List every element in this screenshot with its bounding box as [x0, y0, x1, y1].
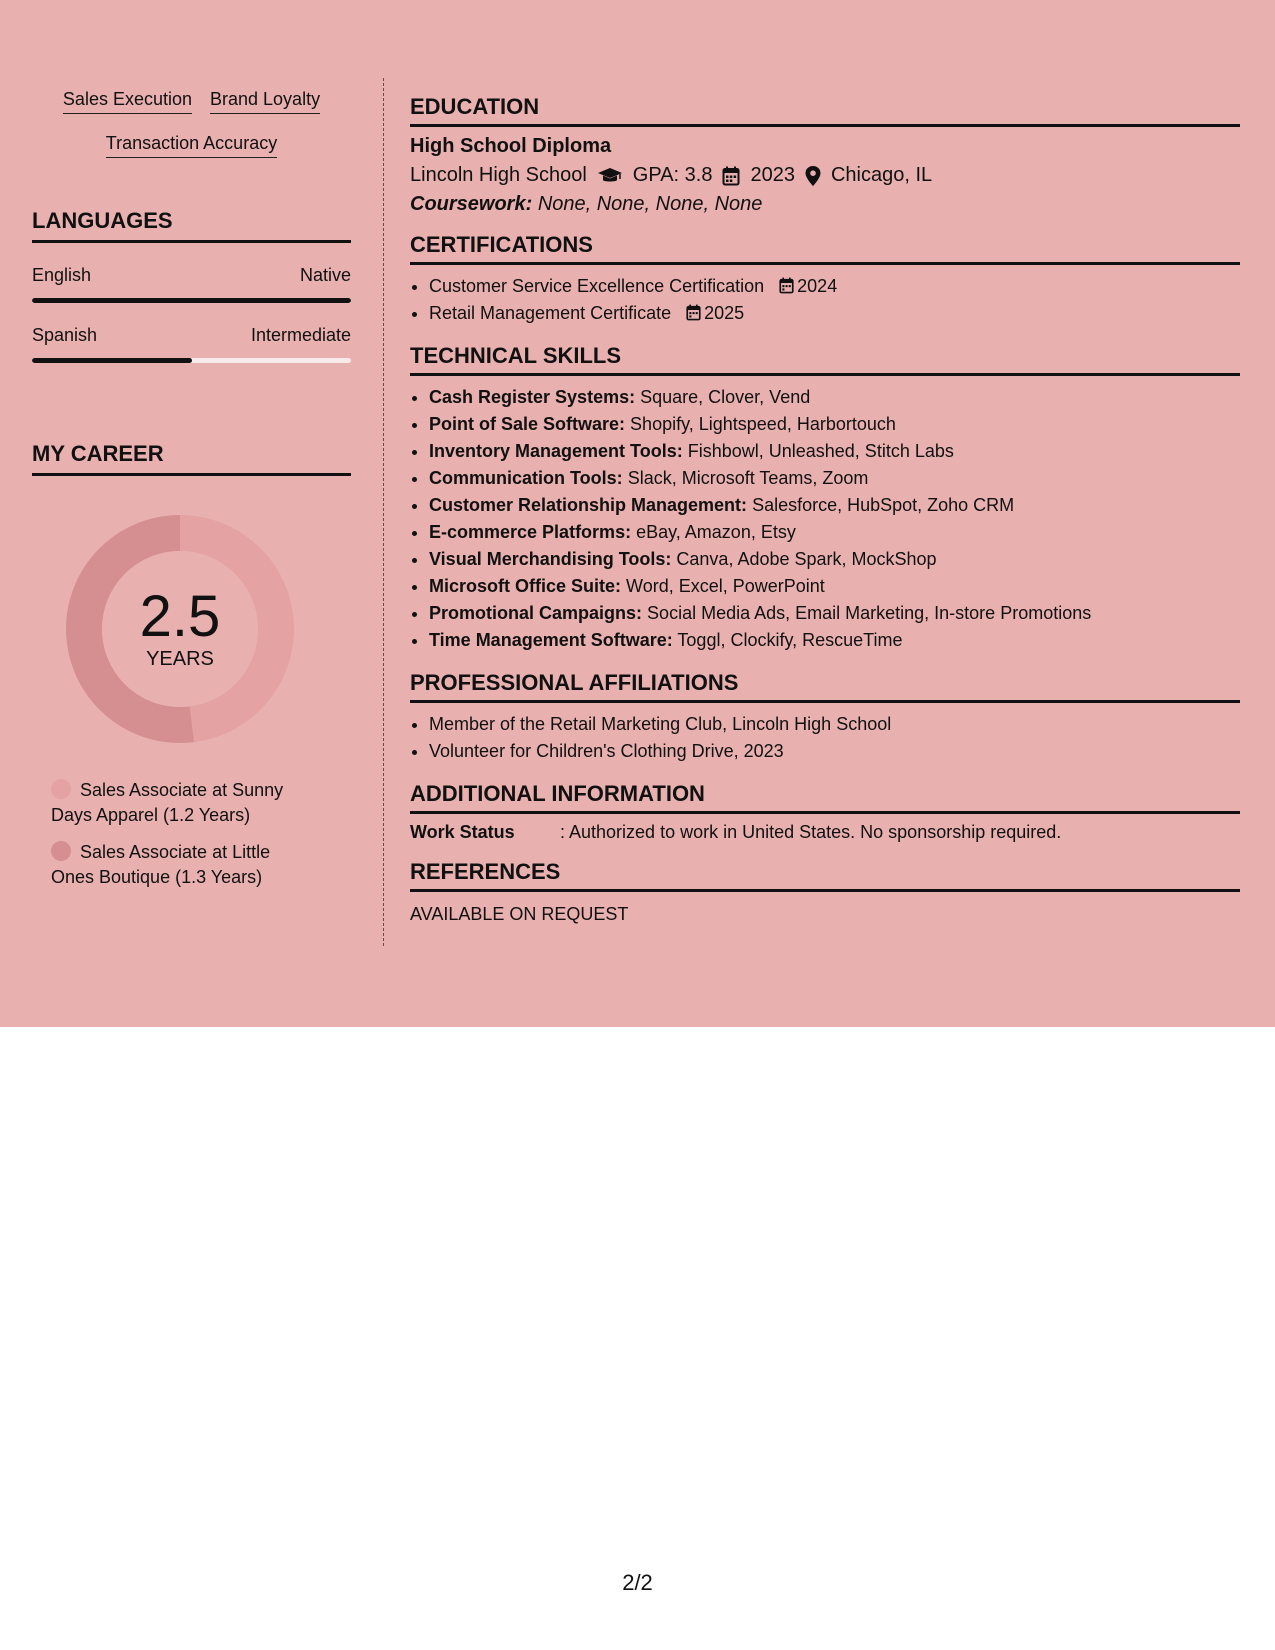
school-name: Lincoln High School: [410, 164, 587, 186]
technical-skills-heading: TECHNICAL SKILLS: [410, 343, 1240, 376]
certifications-heading: CERTIFICATIONS: [410, 232, 1240, 265]
legend-item: [51, 840, 311, 890]
references-heading: REFERENCES: [410, 859, 1240, 892]
references-section: [410, 859, 1240, 925]
graduation-year: 2023: [750, 164, 795, 186]
technical-skill-value: Salesforce, HubSpot, Zoho CRM: [752, 495, 1015, 515]
technical-skill-value: Slack, Microsoft Teams, Zoom: [627, 468, 869, 488]
location-pin-icon: [805, 166, 821, 186]
additional-info-section: [410, 781, 1240, 843]
skill-tag: Sales Execution: [63, 90, 192, 114]
language-level: Native: [299, 265, 351, 285]
affiliations-heading: PROFESSIONAL AFFILIATIONS: [410, 670, 1240, 703]
degree: High School Diploma: [410, 135, 612, 157]
technical-skill-item: [429, 384, 1240, 411]
certifications-section: [410, 232, 1240, 327]
technical-skill-item: [429, 438, 1240, 465]
technical-skill-item: [429, 519, 1240, 546]
calendar-icon: [779, 277, 794, 294]
legend-item: [51, 778, 311, 828]
coursework-value: None, None, None, None: [537, 193, 763, 215]
languages-section: [32, 208, 351, 363]
certification-name: Customer Service Excellence Certification: [429, 276, 765, 296]
page-number: 2/2: [622, 1570, 653, 1595]
gpa: GPA: 3.8: [632, 164, 713, 186]
language-bar: [32, 358, 351, 363]
technical-skill-value: Canva, Adobe Spark, MockShop: [676, 549, 937, 569]
skill-tag-row: [32, 90, 351, 114]
technical-skill-value: Toggl, Clockify, RescueTime: [677, 630, 903, 650]
legend-dot: [51, 779, 71, 799]
career-section: [32, 441, 351, 890]
affiliations-section: [410, 670, 1240, 765]
calendar-icon: [686, 304, 701, 321]
technical-skill-value: eBay, Amazon, Etsy: [636, 522, 796, 542]
coursework: [410, 193, 1240, 216]
language-item: [32, 265, 351, 303]
technical-skill-label: Customer Relationship Management:: [429, 495, 748, 515]
affiliations-list: [410, 711, 1240, 765]
technical-skill-label: Microsoft Office Suite:: [429, 576, 622, 596]
certification-year: 2025: [704, 303, 745, 323]
affiliation-item: • Member of the Retail Marketing Club, Lincoln High School: [429, 711, 1240, 738]
technical-skill-label: Communication Tools:: [429, 468, 623, 488]
column-divider: [383, 78, 384, 946]
coursework-label: Coursework:: [410, 193, 533, 215]
technical-skill-label: Visual Merchandising Tools:: [429, 549, 672, 569]
technical-skills-list: [410, 384, 1240, 654]
technical-skills-section: [410, 343, 1240, 654]
skill-tag: Transaction Accuracy: [106, 134, 277, 158]
certifications-list: [410, 273, 1240, 327]
technical-skill-item: [429, 600, 1240, 627]
education-section: [410, 94, 1240, 216]
school-location: Chicago, IL: [830, 164, 933, 186]
skill-tag: Brand Loyalty: [210, 90, 320, 114]
language-name: Spanish: [32, 325, 98, 345]
technical-skill-label: Point of Sale Software:: [429, 414, 626, 434]
technical-skill-value: Fishbowl, Unleashed, Stitch Labs: [687, 441, 954, 461]
technical-skill-item: [429, 627, 1240, 654]
affiliation-item: • Volunteer for Children's Clothing Drive, 2023: [429, 738, 1240, 765]
legend-dot: [51, 841, 71, 861]
career-heading: MY CAREER: [32, 441, 351, 476]
language-item: [32, 325, 351, 363]
certification-item: [429, 300, 1240, 327]
technical-skill-label: Promotional Campaigns:: [429, 603, 643, 623]
certification-item: [429, 273, 1240, 300]
donut-center: [65, 514, 295, 744]
technical-skill-value: Word, Excel, PowerPoint: [626, 576, 825, 596]
career-legend: [32, 778, 351, 890]
technical-skill-item: [429, 492, 1240, 519]
right-column: [410, 94, 1240, 941]
certification-year: 2024: [797, 276, 838, 296]
technical-skill-label: Time Management Software:: [429, 630, 673, 650]
language-level: Intermediate: [250, 325, 351, 345]
technical-skill-label: E-commerce Platforms:: [429, 522, 632, 542]
work-status-value: : Authorized to work in United States. No sponsorship required.: [560, 822, 1062, 842]
work-status-row: [410, 822, 1240, 843]
technical-skill-value: Square, Clover, Vend: [640, 387, 811, 407]
technical-skill-value: Social Media Ads, Email Marketing, In-store Promotions: [647, 603, 1092, 623]
references-text: AVAILABLE ON REQUEST: [410, 904, 629, 924]
certification-name: Retail Management Certificate: [429, 303, 672, 323]
legend-label: Sales Associate at Little Ones Boutique (1.3 Years): [51, 842, 271, 887]
legend-label: Sales Associate at Sunny Days Apparel (1.2 Years): [51, 780, 284, 825]
language-bar-fill: [32, 358, 192, 363]
calendar-icon: [722, 166, 740, 186]
technical-skill-item: [429, 546, 1240, 573]
language-bar: [32, 298, 351, 303]
technical-skill-item: [429, 465, 1240, 492]
technical-skill-item: [429, 411, 1240, 438]
languages-heading: LANGUAGES: [32, 208, 351, 243]
language-name: English: [32, 265, 92, 285]
education-details: [410, 164, 1240, 187]
additional-info-heading: ADDITIONAL INFORMATION: [410, 781, 1240, 814]
career-total: 2.5: [139, 583, 221, 649]
career-donut: [65, 514, 295, 744]
work-status-label: Work Status: [410, 822, 515, 842]
career-unit: YEARS: [146, 647, 214, 670]
technical-skill-label: Cash Register Systems:: [429, 387, 636, 407]
education-heading: EDUCATION: [410, 94, 1240, 127]
technical-skill-item: [429, 573, 1240, 600]
left-column: [32, 78, 351, 902]
skill-tags: [32, 90, 351, 158]
skill-tag-row: [32, 134, 351, 158]
graduation-cap-icon: [597, 166, 623, 186]
language-bar-fill: [32, 298, 351, 303]
technical-skill-value: Shopify, Lightspeed, Harbortouch: [630, 414, 896, 434]
technical-skill-label: Inventory Management Tools:: [429, 441, 683, 461]
